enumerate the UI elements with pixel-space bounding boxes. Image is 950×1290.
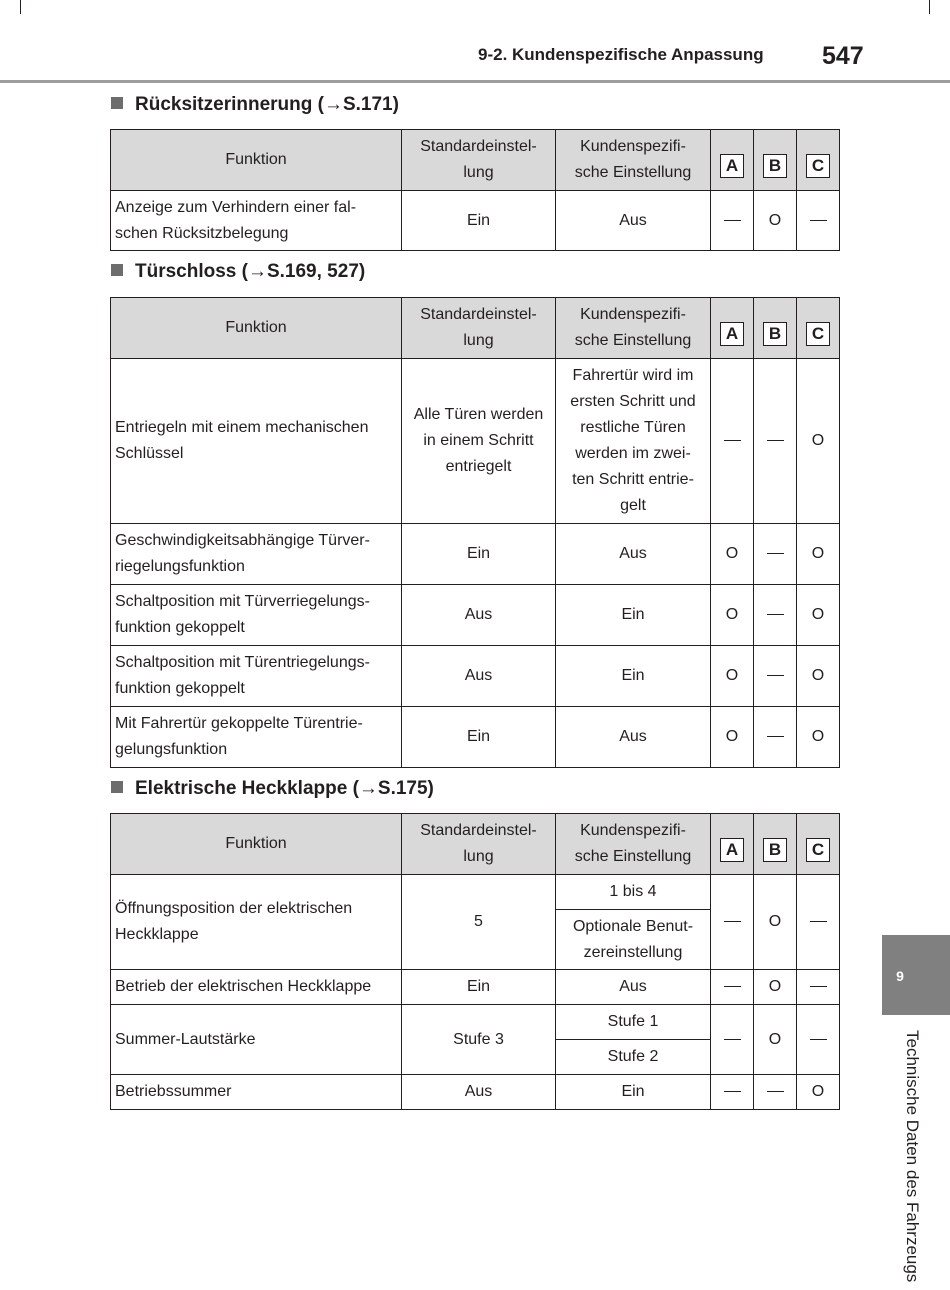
mark-cell-c: [797, 1005, 840, 1075]
kunden-cell: [556, 910, 711, 970]
mark-cell-c: [797, 875, 840, 970]
cell-text-line: zereinstellung: [583, 943, 683, 961]
available-circle-mark: O: [768, 978, 782, 995]
header-label: sche Einstellung: [574, 848, 692, 865]
kunden-cell: [556, 1005, 711, 1040]
not-available-dash-icon: [724, 1039, 741, 1040]
funktion-cell: [111, 875, 402, 970]
mark-cell-b: [754, 707, 797, 768]
cell-text-line: Ein: [466, 211, 491, 229]
cell-text-line: Ein: [466, 545, 491, 562]
available-circle-mark: O: [768, 211, 782, 229]
not-available-dash-icon: [767, 440, 784, 441]
standard-cell: [402, 585, 556, 646]
table-row: [111, 1075, 840, 1110]
mark-cell-a: [711, 875, 754, 970]
cell-text-line: Aus: [619, 211, 647, 229]
header-label: Kundenspezifi-: [580, 306, 686, 323]
mark-cell-a: [711, 191, 754, 251]
available-circle-mark: O: [811, 728, 825, 745]
cell-text-line: Ein: [621, 606, 645, 623]
mark-cell-c: [797, 524, 840, 585]
kunden-cell: [556, 1075, 711, 1110]
cell-text-line: Schlüssel: [115, 445, 184, 462]
chapter-header: 9-2. Kundenspezifische Anpassung: [478, 45, 764, 64]
model-badge-a: A: [720, 322, 744, 346]
cell-text-line: Optionale Benut-: [572, 917, 694, 935]
available-circle-mark: O: [725, 667, 739, 684]
cell-text-line: Ein: [621, 1083, 645, 1100]
table-header-row: [111, 298, 840, 359]
kunden-cell: [556, 970, 711, 1005]
section-title: Elektrische Heckklappe (→S.175): [135, 778, 434, 799]
available-circle-mark: O: [811, 667, 825, 684]
funktion-cell: [111, 585, 402, 646]
funktion-cell: [111, 191, 402, 251]
header-label: Standardeinstel-: [420, 822, 537, 839]
mark-cell-b: [754, 970, 797, 1005]
available-circle-mark: O: [768, 1030, 782, 1048]
col-header-standard: [402, 814, 556, 875]
col-header-funktion: [111, 298, 402, 359]
settings-table-heckklappe: [110, 813, 840, 1110]
chapter-tab-number: 9: [896, 968, 904, 984]
mark-cell-c: [797, 1075, 840, 1110]
mark-cell-c: [797, 191, 840, 251]
standard-cell: [402, 707, 556, 768]
available-circle-mark: O: [811, 1083, 825, 1100]
table-row: [111, 1005, 840, 1040]
standard-cell: [402, 1005, 556, 1075]
cell-text-line: in einem Schritt: [423, 432, 534, 449]
kunden-cell: [556, 191, 711, 251]
model-badge-c: C: [806, 154, 830, 178]
not-available-dash-icon: [767, 1091, 784, 1092]
col-header-kunden: [556, 814, 711, 875]
cell-text-line: Aus: [464, 667, 493, 684]
mark-cell-a: [711, 707, 754, 768]
col-header-a: [711, 814, 754, 875]
cell-text-line: Alle Türen werden: [413, 406, 544, 423]
cell-text-line: Aus: [619, 978, 647, 995]
bullet-square-icon: [111, 264, 123, 276]
col-header-b: [754, 130, 797, 191]
standard-cell: [402, 646, 556, 707]
cell-text-line: restliche Türen: [580, 419, 686, 436]
cell-text-line: funktion gekoppelt: [115, 680, 245, 697]
cell-text-line: funktion gekoppelt: [115, 619, 245, 636]
mark-cell-c: [797, 970, 840, 1005]
available-circle-mark: O: [811, 545, 825, 562]
cell-text-line: 5: [474, 913, 483, 930]
not-available-dash-icon: [767, 614, 784, 615]
kunden-cell: [556, 524, 711, 585]
not-available-dash-icon: [767, 675, 784, 676]
table-row: [111, 970, 840, 1005]
available-circle-mark: O: [768, 913, 782, 930]
cell-text-line: werden im zwei-: [575, 445, 691, 462]
section-heading-heckklappe: [111, 778, 434, 800]
cell-text-line: Betriebssummer: [115, 1083, 232, 1100]
settings-table-tuerschloss: [110, 297, 840, 768]
cell-text-line: Anzeige zum Verhindern einer fal-: [115, 198, 357, 216]
col-header-c: [797, 814, 840, 875]
col-header-b: [754, 814, 797, 875]
not-available-dash-icon: [810, 1039, 827, 1040]
bullet-square-icon: [111, 781, 123, 793]
not-available-dash-icon: [724, 986, 741, 987]
cell-text-line: ten Schritt entrie-: [572, 471, 694, 488]
bullet-square-icon: [111, 97, 123, 109]
table-row: [111, 585, 840, 646]
mark-cell-b: [754, 191, 797, 251]
not-available-dash-icon: [810, 220, 827, 221]
cell-text-line: Betrieb der elektrischen Heckklappe: [115, 978, 372, 995]
model-badge-a: A: [720, 838, 744, 862]
col-header-a: [711, 298, 754, 359]
cell-text-line: Ein: [621, 667, 645, 684]
section-title: Rücksitzerinnerung (→S.171): [135, 94, 399, 115]
cell-text-line: Heckklappe: [115, 926, 199, 943]
mark-cell-b: [754, 1075, 797, 1110]
standard-cell: [402, 1075, 556, 1110]
crop-mark-left: [20, 0, 21, 14]
model-badge-c: C: [806, 322, 830, 346]
model-badge-c: C: [806, 838, 830, 862]
kunden-cell: [556, 875, 711, 910]
cell-text-line: Aus: [619, 728, 647, 745]
cell-text-line: Aus: [464, 1083, 493, 1100]
page-number: 547: [822, 42, 864, 70]
header-label: Standardeinstel-: [420, 306, 537, 323]
mark-cell-a: [711, 1075, 754, 1110]
header-label: lung: [463, 164, 494, 181]
table-row: [111, 707, 840, 768]
model-badge-b: B: [763, 154, 787, 178]
header-label: sche Einstellung: [574, 164, 692, 181]
header-label: Kundenspezifi-: [580, 822, 686, 839]
table-row: [111, 191, 840, 251]
kunden-cell: [556, 707, 711, 768]
cell-text-line: entriegelt: [445, 458, 512, 475]
section-heading-tuerschloss: [111, 261, 365, 283]
header-label: Standardeinstel-: [420, 138, 537, 155]
cell-text-line: Ein: [466, 978, 491, 995]
mark-cell-b: [754, 359, 797, 524]
model-badge-b: B: [763, 322, 787, 346]
col-header-kunden: [556, 130, 711, 191]
col-header-standard: [402, 298, 556, 359]
cell-text-line: Öffnungsposition der elektrischen: [115, 900, 353, 917]
mark-cell-a: [711, 970, 754, 1005]
cell-text-line: schen Rücksitzbelegung: [115, 224, 289, 242]
col-header-a: [711, 130, 754, 191]
cell-text-line: Schaltposition mit Türverriegelungs-: [115, 593, 370, 610]
cell-text-line: Stufe 2: [607, 1048, 659, 1065]
header-label: lung: [463, 848, 494, 865]
col-header-b: [754, 298, 797, 359]
mark-cell-c: [797, 585, 840, 646]
standard-cell: [402, 359, 556, 524]
header-label: Funktion: [225, 319, 287, 336]
funktion-cell: [111, 646, 402, 707]
cell-text-line: Ein: [466, 728, 491, 745]
mark-cell-c: [797, 359, 840, 524]
cell-text-line: Stufe 1: [607, 1013, 659, 1030]
cell-text-line: Schaltposition mit Türentriegelungs-: [115, 654, 370, 671]
not-available-dash-icon: [810, 986, 827, 987]
cell-text-line: Aus: [619, 545, 647, 562]
cell-text-line: Fahrertür wird im: [572, 367, 694, 384]
not-available-dash-icon: [810, 921, 827, 922]
mark-cell-b: [754, 1005, 797, 1075]
mark-cell-b: [754, 646, 797, 707]
mark-cell-a: [711, 524, 754, 585]
mark-cell-b: [754, 524, 797, 585]
section-title: Türschloss (→S.169, 527): [135, 261, 366, 282]
table-row: [111, 646, 840, 707]
chapter-tab: [882, 935, 950, 1015]
model-badge-a: A: [720, 154, 744, 178]
section-heading-ruecksitz: [111, 94, 399, 116]
available-circle-mark: O: [725, 606, 739, 623]
cell-text-line: gelungsfunktion: [115, 741, 228, 758]
funktion-cell: [111, 970, 402, 1005]
table-header-row: [111, 814, 840, 875]
standard-cell: [402, 875, 556, 970]
available-circle-mark: O: [811, 606, 825, 623]
mark-cell-a: [711, 359, 754, 524]
col-header-funktion: [111, 814, 402, 875]
table-row: [111, 524, 840, 585]
not-available-dash-icon: [767, 736, 784, 737]
col-header-funktion: [111, 130, 402, 191]
mark-cell-b: [754, 585, 797, 646]
header-label: sche Einstellung: [574, 332, 692, 349]
cell-text-line: 1 bis 4: [609, 883, 657, 900]
mark-cell-c: [797, 707, 840, 768]
table-row: [111, 875, 840, 910]
standard-cell: [402, 970, 556, 1005]
not-available-dash-icon: [767, 553, 784, 554]
header-label: Funktion: [225, 151, 287, 168]
chapter-side-label: Technische Daten des Fahrzeugs: [903, 1030, 922, 1283]
col-header-c: [797, 298, 840, 359]
mark-cell-a: [711, 1005, 754, 1075]
cell-text-line: Geschwindigkeitsabhängige Türver-: [115, 532, 370, 549]
kunden-cell: [556, 1040, 711, 1075]
standard-cell: [402, 524, 556, 585]
available-circle-mark: O: [725, 728, 739, 745]
mark-cell-b: [754, 875, 797, 970]
kunden-cell: [556, 359, 711, 524]
mark-cell-a: [711, 646, 754, 707]
funktion-cell: [111, 524, 402, 585]
cell-text-line: Stufe 3: [453, 1030, 504, 1048]
cell-text-line: riegelungsfunktion: [115, 558, 245, 575]
cell-text-line: gelt: [620, 497, 646, 514]
header-rule: [0, 80, 950, 83]
settings-table-ruecksitz: [110, 129, 840, 251]
cell-text-line: Mit Fahrertür gekoppelte Türentrie-: [115, 715, 363, 732]
model-badge-b: B: [763, 838, 787, 862]
not-available-dash-icon: [724, 220, 741, 221]
funktion-cell: [111, 707, 402, 768]
kunden-cell: [556, 646, 711, 707]
cell-text-line: Entriegeln mit einem mechanischen: [115, 419, 369, 436]
not-available-dash-icon: [724, 921, 741, 922]
crop-mark-right: [929, 0, 930, 14]
table-row: [111, 359, 840, 524]
cell-text-line: Aus: [464, 606, 493, 623]
cell-text-line: ersten Schritt und: [570, 393, 696, 410]
standard-cell: [402, 191, 556, 251]
not-available-dash-icon: [724, 440, 741, 441]
col-header-c: [797, 130, 840, 191]
funktion-cell: [111, 359, 402, 524]
header-label: Funktion: [225, 835, 287, 852]
header-label: lung: [463, 332, 494, 349]
cell-text-line: Summer-Lautstärke: [115, 1030, 256, 1048]
funktion-cell: [111, 1005, 402, 1075]
mark-cell-a: [711, 585, 754, 646]
not-available-dash-icon: [724, 1091, 741, 1092]
table-header-row: [111, 130, 840, 191]
available-circle-mark: O: [811, 432, 825, 449]
kunden-cell: [556, 585, 711, 646]
header-label: Kundenspezifi-: [580, 138, 686, 155]
col-header-standard: [402, 130, 556, 191]
available-circle-mark: O: [725, 545, 739, 562]
funktion-cell: [111, 1075, 402, 1110]
mark-cell-c: [797, 646, 840, 707]
col-header-kunden: [556, 298, 711, 359]
